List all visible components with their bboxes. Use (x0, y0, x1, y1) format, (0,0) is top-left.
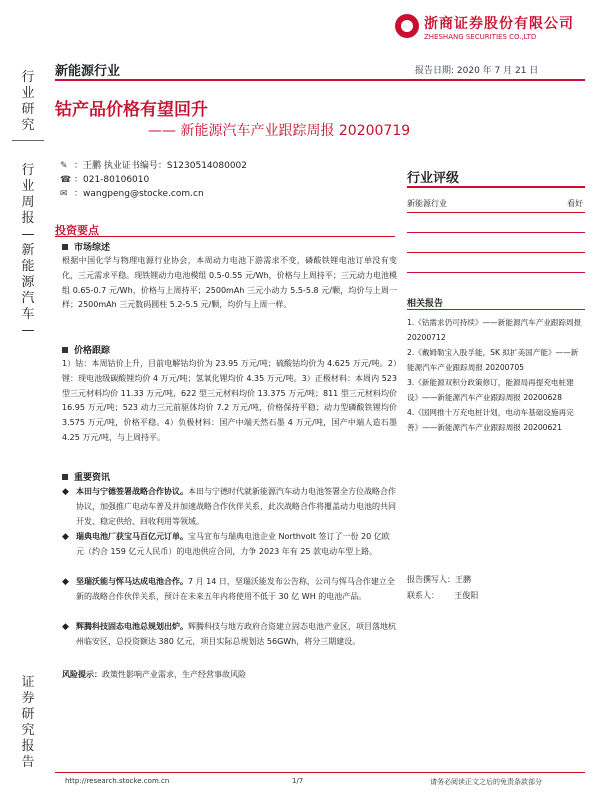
related-item[interactable]: 1.《钴需求仍可持续》——新能源汽车产业跟踪周报 20200712 (407, 318, 582, 342)
news-heading: 重要资讯 (62, 470, 110, 483)
page-title: 钴产品价格有望回升 (55, 100, 208, 120)
company-name-en: ZHESHANG SECURITIES CO.,LTD (424, 33, 537, 41)
side-divider (12, 140, 44, 141)
report-date: 报告日期: 2020 年 7 月 21 日 (415, 66, 539, 76)
industry-label: 新能源行业 (55, 64, 121, 79)
market-heading: 市场综述 (62, 240, 110, 253)
company-name: 浙商证券股份有限公司 (424, 16, 574, 32)
company-logo-icon (395, 14, 419, 38)
related-divider (407, 309, 585, 310)
rating-row: 新能源行业 看好 (407, 199, 583, 208)
price-heading: 价格跟踪 (62, 343, 110, 356)
diamond-icon: ◆ (62, 577, 69, 587)
author-phone: ☎ ：021-80106010 (60, 175, 150, 185)
section-divider (55, 236, 395, 237)
diamond-icon: ◆ (62, 532, 69, 542)
phone-icon: ☎ (60, 175, 72, 185)
pen-icon: ✎ (60, 161, 68, 171)
rating-line-2 (407, 232, 585, 233)
email-icon: ✉ (60, 189, 68, 199)
footer-url[interactable]: http://research.stocke.com.cn (65, 777, 170, 785)
news-item: ◆ 坚瑞沃能与恽马达成电池合作。7 月 14 日，坚瑞沃能发布公告称，公司与恽马合作建立全新的战略合作伙伴关系，预计在未来五年内将使用不低于 30 亿 WH 的电池产品。 (62, 577, 395, 601)
side-label-top: 行业研究 (21, 70, 35, 133)
related-item[interactable]: 4.《国网推十万充电桩计划，电动车基础设施再完善》——新能源汽车产业跟踪周报 20200621 (407, 408, 574, 432)
footer-disclaimer: 请务必阅读正文之后的免责条款部分 (430, 778, 542, 786)
section-title: 投资要点 (55, 224, 99, 237)
rating-line-4 (407, 272, 585, 273)
news-item: ◆ 辉腾科技固态电池总规划出炉。辉腾科技与地方政府合资建立固态电池产业区，项目落地杭州临安区，总投资额达 380 亿元，项目实际总规划达 56GWh，将分三期建设。 (62, 622, 396, 646)
page-subtitle: —— 新能源汽车产业跟踪周报 20200719 (148, 123, 411, 139)
rating-value: 看好 (567, 199, 583, 208)
analyst-line: 报告撰写人：王鹏 (407, 575, 471, 584)
page-number: 1/7 (292, 777, 304, 785)
rating-line-3 (407, 252, 585, 253)
rating-title: 行业评级 (407, 171, 460, 186)
related-title: 相关报告 (407, 299, 444, 309)
rating-line-1 (407, 212, 585, 213)
diamond-icon: ◆ (62, 487, 69, 497)
price-text: 1）钴：本周钴价上升，目前电解钴均价为 23.95 万元/吨；硫酸钴均价为 4.625 万元/吨。2）锂：现电池级碳酸锂均价 4 万元/吨；氢氧化锂均价 4.35 万元/吨。3）正极材料：本周内 523 型三元材料均价 11.33 万元/吨，622 型三元材料均价 13.375 万元/吨；811 型三元材料均价 16.95 万元/吨；523 动力三元前驱体均价 7.2 万元/吨，价格保持平稳；动力型磷酸铁锂均价 3.575 万元/吨，价格平稳。4）负极材料：国产中端天然石墨 4 万元/吨，国产中端人造石墨 4.25 万元/吨，与上周持平。 (62, 359, 397, 442)
market-text: 根据中国化学与物理电源行业协会，本周动力电池下游需求不变，磷酸铁锂电池订单没有变化，三元需求平稳。现铁锂动力电池模组 0.5-0.55 元/Wh，价格与上周持平；三元动力电池模组 0.65-0.7 元/Wh，价格与上周持平；2500mAh 三元小动力 5.5-5.8 元/颗，均价与上周一样；2500mAh 三元数码圆柱 5.2-5.5 元/颗，均价与上周一样。 (62, 256, 397, 310)
rating-divider (407, 186, 585, 188)
related-list (407, 315, 585, 435)
author-email[interactable]: ✉ ：wangpeng@stocke.com.cn (60, 189, 204, 199)
risk-note: 风险提示：政策性影响产业需求，生产经营事故风险 (62, 670, 246, 679)
news-item: ◆ 瑞典电池厂获宝马百亿元订单。宝马宣布与瑞典电池企业 Northvolt 签订了一份 20 亿欧元（约合 159 亿元人民币）的电池供应合同，力争 2023 年有 25 款电动车型上路。 (62, 532, 390, 556)
diamond-icon: ◆ (62, 622, 69, 632)
footer-divider (55, 772, 585, 773)
author-name: ✎ ：王鹏 执业证书编号：S1230514080002 (60, 161, 248, 171)
related-item[interactable]: 3.《新能源双积分政策修订，能源局再提充电桩建设》——新能源汽车产业跟踪周报 20200628 (407, 378, 574, 402)
side-label-middle: 行业周报—新能源汽车— (21, 163, 35, 338)
related-item[interactable]: 2.《戴姆勒宝入股孚能，SK 拟扩美国产能》——新能源汽车产业跟踪周报 20200705 (407, 348, 579, 372)
side-label-bottom: 证券研究报告 (21, 675, 35, 770)
news-item: ◆ 本田与宁德签署战略合作协议。本田与宁德时代就新能源汽车动力电池签署全方位战略合作协议，加强推广电动车普及并加速战略合作伙伴关系，此次战略合作将覆盖动力电池的共同开发、稳定供给、回收利用等领域。 (62, 487, 396, 526)
contact-line: 联系人： 王俊阳 (407, 591, 479, 600)
